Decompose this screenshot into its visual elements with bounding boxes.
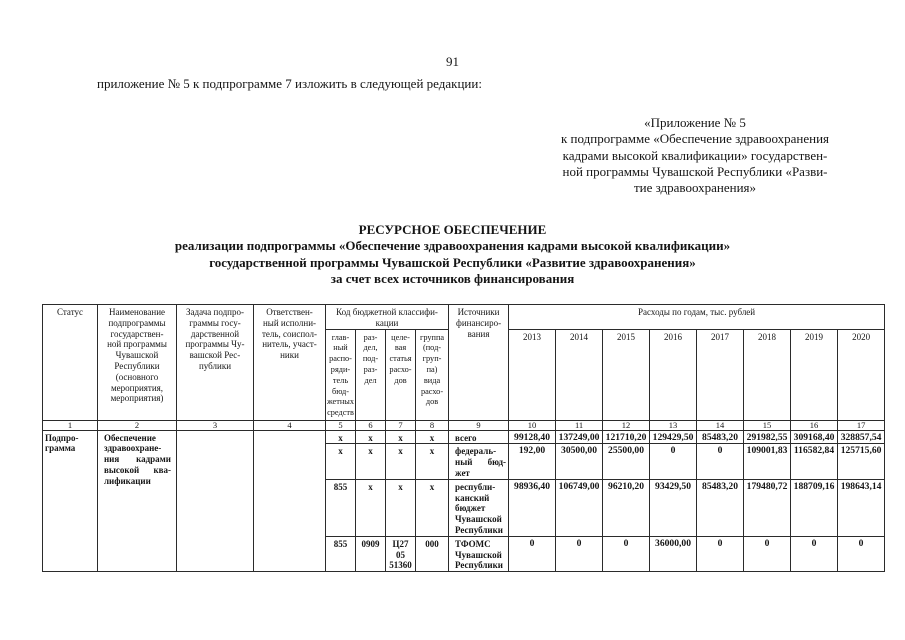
source-cell: федераль- ный бюд- жет — [449, 444, 509, 479]
value-cell: 309168,40 — [791, 430, 838, 444]
code-target-item-cell: Ц27 05 51360 — [386, 536, 416, 571]
code-expense-group-cell: х — [416, 479, 449, 536]
column-number: 4 — [254, 420, 326, 430]
code-target-item-cell: х — [386, 444, 416, 479]
intro-paragraph: приложение № 5 к подпрограмме 7 изложить в следующей редакции: — [97, 76, 482, 91]
source-cell: ТФОМС Чувашской Республики — [449, 536, 509, 571]
value-cell: 0 — [697, 444, 744, 479]
header-year: 2017 — [697, 329, 744, 420]
code-expense-group-cell: х — [416, 444, 449, 479]
table-title-line: за счет всех источников финансирования — [330, 271, 575, 287]
source-cell: всего — [449, 430, 509, 444]
code-grbs-cell: 855 — [326, 536, 356, 571]
value-cell: 106749,00 — [556, 479, 603, 536]
value-cell: 291982,55 — [744, 430, 791, 444]
code-section-cell: 0909 — [356, 536, 386, 571]
column-number: 9 — [449, 420, 509, 430]
column-number: 12 — [603, 420, 650, 430]
value-cell: 198643,14 — [838, 479, 885, 536]
value-cell: 98936,40 — [509, 479, 556, 536]
responsible-cell — [254, 430, 326, 572]
column-number: 15 — [744, 420, 791, 430]
code-grbs-cell: 855 — [326, 479, 356, 536]
code-expense-group-cell: х — [416, 430, 449, 444]
code-section-cell: х — [356, 444, 386, 479]
appendix-heading — [546, 115, 844, 196]
header-expense-group: группа (под- груп- па) вида расхо- дов — [416, 329, 449, 420]
value-cell: 125715,60 — [838, 444, 885, 479]
header-section: раз- дел, под- раз- дел — [356, 329, 386, 420]
value-cell: 0 — [744, 536, 791, 571]
value-cell: 99128,40 — [509, 430, 556, 444]
value-cell: 109001,83 — [744, 444, 791, 479]
column-number: 14 — [697, 420, 744, 430]
column-number: 13 — [650, 420, 697, 430]
value-cell: 0 — [838, 536, 885, 571]
header-year: 2016 — [650, 329, 697, 420]
code-section-cell: х — [356, 430, 386, 444]
code-grbs-cell: х — [326, 444, 356, 479]
status-cell: Подпро- грамма — [43, 430, 98, 572]
value-cell: 0 — [697, 536, 744, 571]
value-cell: 85483,20 — [697, 479, 744, 536]
header-sources: Источники финансиро- вания — [449, 305, 509, 421]
column-number: 1 — [43, 420, 98, 430]
header-year: 2019 — [791, 329, 838, 420]
value-cell: 25500,00 — [603, 444, 650, 479]
column-number: 17 — [838, 420, 885, 430]
header-year: 2015 — [603, 329, 650, 420]
header-responsible: Ответствен- ный исполни- тель, соиспол- нитель, участ- ники — [254, 305, 326, 421]
page-number: 91 — [446, 54, 459, 69]
header-expenses: Расходы по годам, тыс. рублей — [509, 305, 885, 330]
column-number-row — [43, 420, 885, 430]
column-number: 11 — [556, 420, 603, 430]
table-title — [0, 222, 905, 288]
header-budget-code: Код бюджетной классифи- кации — [326, 305, 449, 330]
column-number: 6 — [356, 420, 386, 430]
resource-table — [42, 304, 885, 572]
code-grbs-cell: х — [326, 430, 356, 444]
column-number: 3 — [177, 420, 254, 430]
value-cell: 192,00 — [509, 444, 556, 479]
code-target-item-cell: х — [386, 479, 416, 536]
header-name: Наименование подпрограммы государствен- ной программы Чувашской Республики (основного мероприятия, мероприятия) — [98, 305, 177, 421]
subprogram-name-cell: Обеспечение здравоохране- ния кадрами высокой ква- лификации — [98, 430, 177, 572]
header-year: 2013 — [509, 329, 556, 420]
code-target-item-cell: х — [386, 430, 416, 444]
header-year: 2020 — [838, 329, 885, 420]
value-cell: 121710,20 — [603, 430, 650, 444]
value-cell: 0 — [650, 444, 697, 479]
column-number: 10 — [509, 420, 556, 430]
code-expense-group-cell: 000 — [416, 536, 449, 571]
value-cell: 96210,20 — [603, 479, 650, 536]
table-header-row — [43, 305, 885, 330]
column-number: 7 — [386, 420, 416, 430]
table-title-line: государственной программы Чувашской Республики «Развитие здравоохранения» — [209, 254, 696, 270]
table-body — [43, 305, 885, 572]
value-cell: 30500,00 — [556, 444, 603, 479]
header-year: 2018 — [744, 329, 791, 420]
value-cell: 188709,16 — [791, 479, 838, 536]
header-task: Задача подпро- граммы госу- дарственной программы Чу- вашской Рес- публики — [177, 305, 254, 421]
appendix-heading-line: ной программы Чувашской Республики «Разви- — [562, 163, 828, 179]
value-cell: 116582,84 — [791, 444, 838, 479]
value-cell: 0 — [509, 536, 556, 571]
appendix-heading-line: к подпрограмме «Обеспечение здравоохранения — [560, 131, 830, 147]
value-cell: 85483,20 — [697, 430, 744, 444]
code-section-cell: х — [356, 479, 386, 536]
column-number: 16 — [791, 420, 838, 430]
column-number: 5 — [326, 420, 356, 430]
header-year: 2014 — [556, 329, 603, 420]
table-title-line: РЕСУРСНОЕ ОБЕСПЕЧЕНИЕ — [358, 222, 547, 237]
value-cell: 0 — [603, 536, 650, 571]
value-cell: 36000,00 — [650, 536, 697, 571]
value-cell: 328857,54 — [838, 430, 885, 444]
appendix-heading-line: кадрами высокой квалификации» государствен- — [562, 147, 828, 163]
column-number: 8 — [416, 420, 449, 430]
header-grbs: глав- ный распо- ряди- тель бюд- жетных средств — [326, 329, 356, 420]
header-status: Статус — [43, 305, 98, 421]
value-cell: 179480,72 — [744, 479, 791, 536]
task-cell — [177, 430, 254, 572]
value-cell: 129429,50 — [650, 430, 697, 444]
header-target-item: целе- вая статья расхо- дов — [386, 329, 416, 420]
value-cell: 137249,00 — [556, 430, 603, 444]
table-title-line: реализации подпрограммы «Обеспечение здравоохранения кадрами высокой квалификации» — [174, 238, 731, 254]
value-cell: 0 — [556, 536, 603, 571]
source-cell: республи- канский бюджет Чувашской Республики — [449, 479, 509, 536]
table-row — [43, 430, 885, 444]
value-cell: 93429,50 — [650, 479, 697, 536]
column-number: 2 — [98, 420, 177, 430]
value-cell: 0 — [791, 536, 838, 571]
appendix-heading-line: «Приложение № 5 — [644, 115, 746, 130]
appendix-heading-line: тие здравоохранения» — [633, 180, 757, 196]
